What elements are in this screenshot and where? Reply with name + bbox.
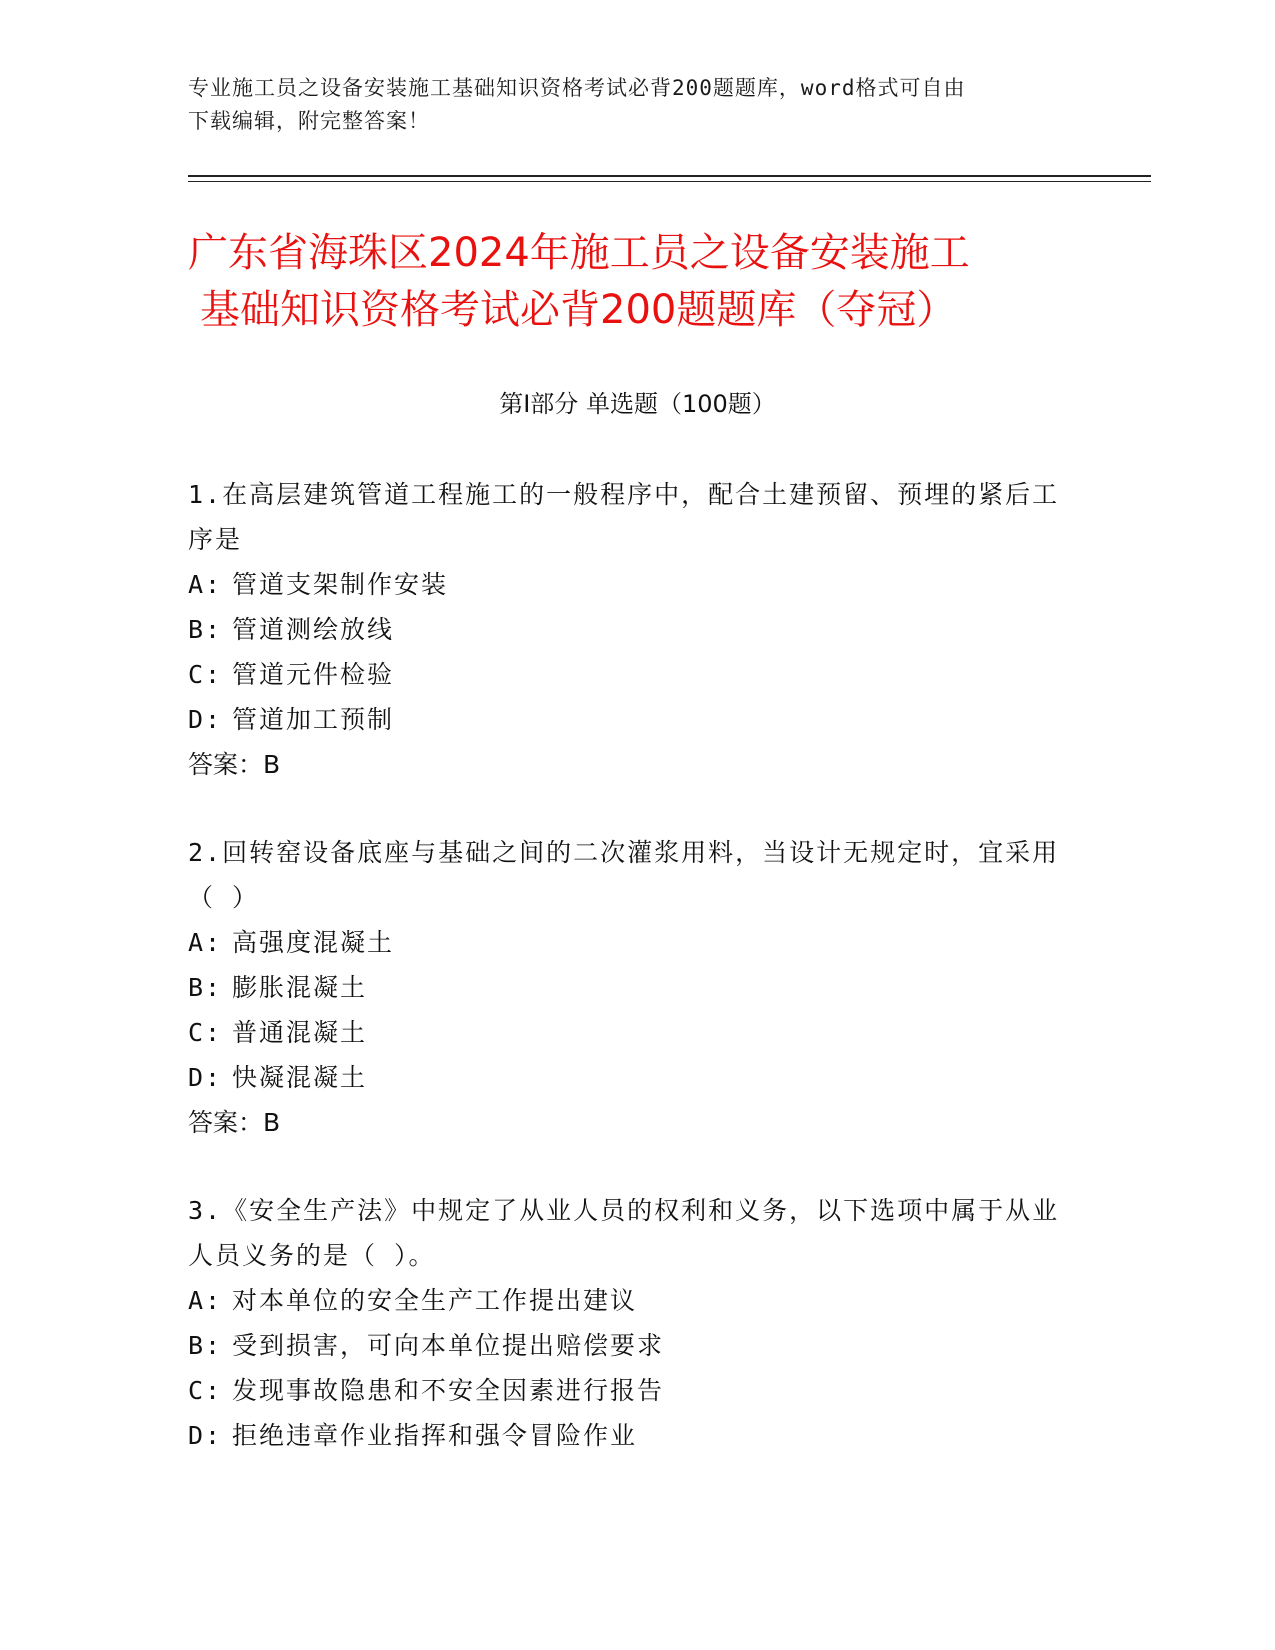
- option-key: D:: [188, 705, 223, 734]
- header-note-line-1: 专业施工员之设备安装施工基础知识资格考试必背200题题库，word格式可自由: [188, 76, 966, 100]
- option-a: [188, 1278, 1068, 1323]
- option-text: 管道加工预制: [232, 705, 395, 734]
- option-text: 受到损害，可向本单位提出赔偿要求: [232, 1331, 665, 1360]
- option-key: C:: [188, 1376, 223, 1405]
- section-title: 第Ⅰ部分 单选题（100题）: [499, 390, 776, 418]
- option-text: 高强度混凝土: [232, 928, 395, 957]
- option-a: [188, 920, 1068, 965]
- option-text: 管道元件检验: [232, 660, 395, 689]
- option-c: [188, 1010, 1068, 1055]
- option-text: 管道支架制作安装: [232, 570, 449, 599]
- answer: 答案：B: [188, 1108, 281, 1137]
- document-title-line-2: 基础知识资格考试必背200题题库（夺冠）: [200, 287, 957, 333]
- option-d: [188, 1055, 1068, 1100]
- option-text: 管道测绘放线: [232, 615, 395, 644]
- document-title-line-1: 广东省海珠区2024年施工员之设备安装施工: [188, 230, 970, 276]
- option-key: C:: [188, 660, 223, 689]
- question-2: [188, 830, 1068, 1145]
- option-text: 膨胀混凝土: [232, 973, 368, 1002]
- option-text: 普通混凝土: [232, 1018, 368, 1047]
- option-d: [188, 697, 1068, 742]
- option-key: B:: [188, 615, 223, 644]
- option-text: 发现事故隐患和不安全因素进行报告: [232, 1376, 665, 1405]
- question-1: [188, 472, 1068, 787]
- option-key: A:: [188, 1286, 223, 1315]
- header-note-line-2: 下载编辑，附完整答案！: [188, 109, 430, 133]
- header-note: [188, 72, 1088, 138]
- option-b: [188, 1323, 1068, 1368]
- option-c: [188, 1368, 1068, 1413]
- header-rule-thin: [188, 181, 1151, 182]
- option-key: C:: [188, 1018, 223, 1047]
- option-text: 快凝混凝土: [232, 1063, 368, 1092]
- option-d: [188, 1413, 1068, 1458]
- question-list: [188, 472, 1068, 1501]
- option-key: D:: [188, 1063, 223, 1092]
- option-a: [188, 562, 1068, 607]
- option-text: 对本单位的安全生产工作提出建议: [232, 1286, 638, 1315]
- option-key: B:: [188, 973, 223, 1002]
- option-key: A:: [188, 570, 223, 599]
- option-key: D:: [188, 1421, 223, 1450]
- option-text: 拒绝违章作业指挥和强令冒险作业: [232, 1421, 638, 1450]
- question-stem: 1.在高层建筑管道工程施工的一般程序中，配合土建预留、预埋的紧后工序是: [188, 480, 1060, 554]
- option-b: [188, 965, 1068, 1010]
- header-rule-thick: [188, 175, 1151, 177]
- option-c: [188, 652, 1068, 697]
- question-3: [188, 1188, 1068, 1458]
- answer: 答案：B: [188, 750, 281, 779]
- question-stem: 2.回转窑设备底座与基础之间的二次灌浆用料，当设计无规定时，宜采用（ ）: [188, 838, 1060, 912]
- option-b: [188, 607, 1068, 652]
- option-key: A:: [188, 928, 223, 957]
- option-key: B:: [188, 1331, 223, 1360]
- question-stem: 3.《安全生产法》中规定了从业人员的权利和义务，以下选项中属于从业人员义务的是（ ）。: [188, 1196, 1060, 1270]
- document-title: [188, 225, 1108, 339]
